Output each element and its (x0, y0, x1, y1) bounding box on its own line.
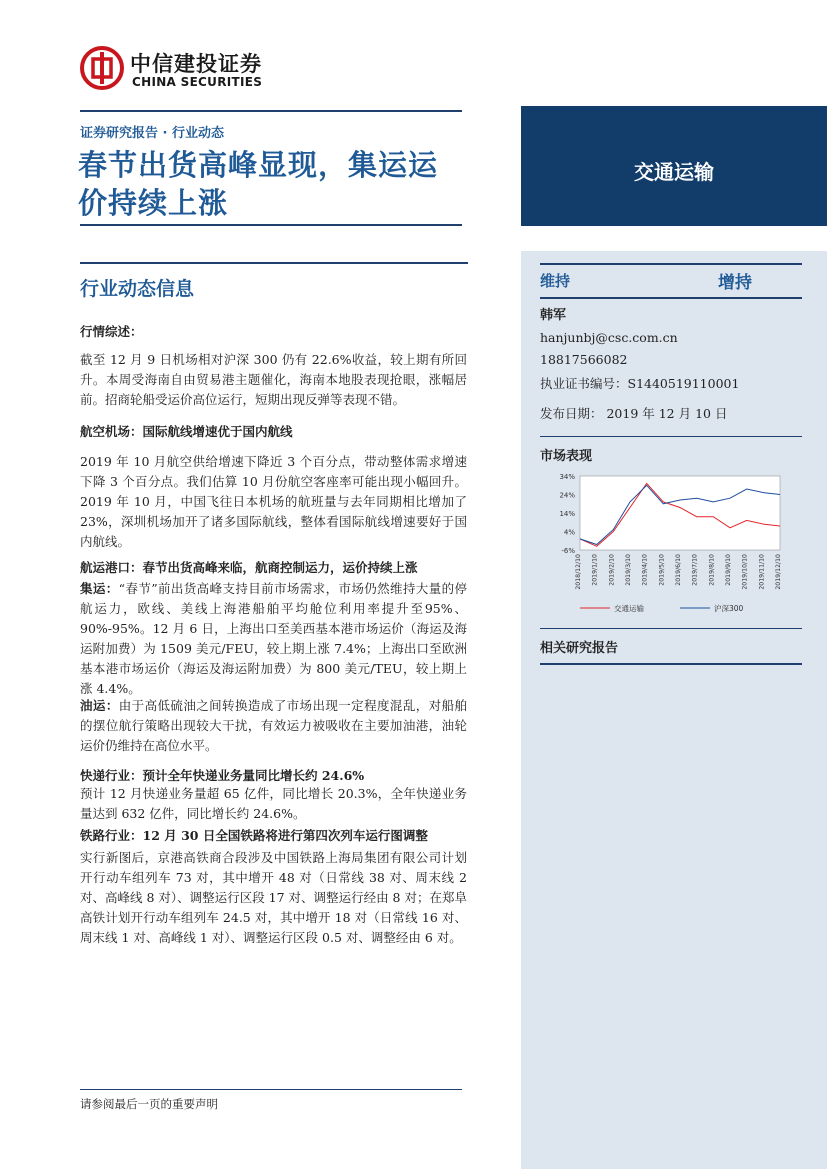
rating-label: 维持 (540, 272, 571, 290)
chart-x-tick-label: 2019/4/10 (641, 554, 649, 586)
page-title (78, 146, 508, 222)
chart-y-tick-label: -6% (561, 547, 575, 555)
rating-row (540, 266, 780, 294)
analyst-cert: 执业证书编号：S1440519110001 (540, 376, 740, 391)
chart-x-tick-label: 2019/2/10 (608, 554, 616, 586)
shipping-heading: 航运港口：春节出货高峰来临，航商控制运力，运价持续上涨 (80, 560, 418, 575)
title-line-2: 价持续上涨 (78, 186, 229, 220)
sector-label: 交通运输 (634, 160, 714, 184)
overview-heading: 行情综述： (80, 324, 143, 339)
chart-y-tick-label: 24% (559, 491, 575, 500)
chart-y-tick-label: 34% (559, 473, 575, 481)
rating-value: 增持 (718, 273, 752, 293)
analyst-email[interactable]: hanjunbj@csc.com.cn (540, 330, 678, 345)
rail-text: 实行新图后，京港高铁商合段涉及中国铁路上海局集团有限公司计划开行动车组列车 73 对，其中增开 48 对（日常线 38 对、周末线 2 对、高峰线 8 对）、调整运行区段 17 对、调整运行经由 8 对；在郑阜高铁计划开行动车组列车 24.5 对，其中增开 18 对（日常线 16 对、周末线 1 对、高峰线 1 对）、调整运行区段 0.5 对、调整经由 6 对。 (80, 850, 467, 945)
express-text: 预计 12 月快递业务量超 65 亿件，同比增长 20.3%，全年快递业务量达到 632 亿件，同比增长约 24.6%。 (80, 786, 467, 821)
related-rule-bottom (540, 663, 802, 665)
chart-legend-label: 交通运输 (614, 604, 644, 613)
chart-x-tick-label: 2019/3/10 (625, 554, 632, 586)
chart-y-tick-label: 14% (559, 510, 575, 518)
related-rule-top (540, 628, 802, 629)
container-text: “春节”前出货高峰支持目前市场需求，市场仍然维持大量的停航运力，欧线、美线上海港船舶平均舱位利用率提升至95%、90%-95%。12 月 6 日，上海出口至美西基本港市场运价（海运及海运附加费）为 1509 美元/FEU，较上期上涨 7.4%；上海出口至欧洲基本港市场运价（海运及海运附加费）为 800 美元/TEU，较上期上涨 4.4%。 (80, 581, 467, 696)
chart-x-tick-label: 2019/1/10 (591, 554, 599, 586)
report-type: 证券研究报告 · 行业动态 (80, 126, 224, 141)
chart-x-tick-label: 2019/10/10 (741, 554, 749, 590)
aviation-text: 2019 年 10 月航空供给增速下降近 3 个百分点，带动整体需求增速下降 3 个百分点。我们估算 10 月份航空客座率可能出现小幅回升。2019 年 10 月，中国飞往日本机场的航班量与去年同期相比增加了 23%，深圳机场加开了诸多国际航线，整体看国际航线增速要好于国内航线。 (80, 454, 467, 549)
market-title: 市场表现 (540, 449, 593, 464)
tanker-label: 油运： (80, 698, 119, 713)
footer-disclaimer: 请参阅最后一页的重要声明 (80, 1097, 218, 1111)
tanker-text: 由于高低硫油之间转换造成了市场出现一定程度混乱，对船舶的摆位航行策略出现较大干扰，有效运力被吸收在主要加油港，油轮运价仍维持在高位水平。 (80, 698, 467, 753)
chart-x-tick-label: 2018/12/10 (575, 554, 582, 590)
chart-x-tick-label: 2019/7/10 (691, 554, 699, 586)
rail-heading: 铁路行业：12 月 30 日全国铁路将进行第四次列车运行图调整 (80, 828, 428, 843)
chart-x-tick-label: 2019/12/10 (775, 554, 782, 590)
section-title: 行业动态信息 (80, 278, 195, 300)
container-label: 集运： (80, 581, 119, 596)
chart-x-tick-label: 2019/11/10 (758, 554, 766, 590)
brand-logo (80, 46, 330, 96)
brand-name-cn: 中信建投证券 (130, 52, 262, 76)
chart-x-tick-label: 2019/5/10 (658, 554, 666, 586)
overview-text: 截至 12 月 9 日机场相对沪深 300 仍有 22.6%收益，较上期有所回升。本周受海南自由贸易港主题催化，海南本地股表现抢眼，涨幅居前。招商轮船受运价高位运行，短期出现反弹等表现不错。 (80, 352, 467, 407)
publish-date: 发布日期： 2019 年 12 月 10 日 (540, 406, 728, 421)
sector-banner (521, 106, 827, 226)
title-underline (80, 224, 462, 226)
tanker-paragraph (80, 696, 467, 756)
chart-legend-label: 沪深300 (714, 604, 744, 613)
chart-x-tick-label: 2019/6/10 (675, 554, 682, 586)
rating-rule (540, 297, 802, 299)
chart-x-tick-label: 2019/9/10 (725, 554, 732, 586)
section-rule (80, 262, 468, 264)
header-rule (80, 110, 462, 112)
brand-name-en: CHINA SECURITIES (132, 75, 263, 89)
footer-rule (80, 1089, 462, 1090)
container-paragraph (80, 579, 467, 699)
chart-x-tick-label: 2019/8/10 (708, 554, 716, 586)
title-line-1: 春节出货高峰显现，集运运 (78, 148, 439, 182)
citic-logo-icon (80, 46, 124, 90)
sidebar-top-rule (540, 263, 802, 265)
analyst-name: 韩军 (540, 308, 567, 323)
chart-plot-area (580, 476, 780, 550)
related-title: 相关研究报告 (540, 641, 619, 656)
chart-y-tick-label: 4% (563, 528, 575, 537)
analyst-phone: 18817566082 (540, 352, 628, 367)
aviation-heading: 航空机场：国际航线增速优于国内航线 (80, 424, 293, 439)
express-heading: 快递行业：预计全年快递业务量同比增长约 24.6% (80, 768, 365, 783)
market-rule-top (540, 436, 802, 437)
market-chart (540, 468, 805, 618)
